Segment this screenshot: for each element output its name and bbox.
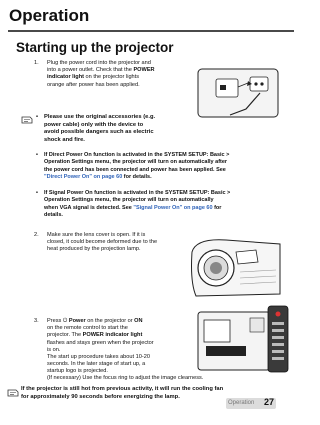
direct-power-on-link[interactable]: "Direct Power On" on page 60 [44, 174, 123, 181]
bullet-2-marker: • [36, 190, 38, 196]
footer-section: Operation [228, 400, 255, 406]
bullet-1-text: If Direct Power On function is activated in the SYSTEM SETUP: Basic > Operation Settings menu, the projector will turn on automatically after the power cord has been connected and power has been applied. See "Direct Power On" on page 60 for details. [44, 152, 230, 181]
lens-cover-illustration [186, 232, 286, 302]
power-icon: ⏻ [62, 318, 68, 324]
signal-power-on-link[interactable]: "Signal Power On" on page 60 [133, 204, 213, 211]
note-1-bullet: • [36, 114, 39, 120]
step-3-line-1: Press ⏻ Power on the projector or ON [47, 318, 143, 324]
power-cord-illustration [190, 63, 284, 121]
step-3-focus-note: (If necessary) Use the focus ring to adjust the image clearness. [47, 375, 204, 381]
step-1-line-1: Plug the power cord into the projector and [47, 60, 151, 66]
step-1-line-2: into a power outlet. Check that the POWER [47, 67, 155, 74]
step-2-text: Make sure the lens cover is open. If it is closed, it could become deformed due to the heat produced by the projection lamp. [47, 232, 158, 253]
step-1-text [47, 60, 187, 89]
note-2-text: If the projector is still hot from previous activity, it will run the cooling fan for approximately 90 seconds before energizing the lamp. [21, 386, 224, 400]
step-1-line-3: indicator light on the projector lights [47, 74, 140, 81]
bullet-1-marker: • [36, 152, 38, 158]
note-icon-2 [7, 388, 19, 397]
step-1-line-4: orange after power has been applied. [47, 81, 140, 88]
note-icon [21, 115, 33, 124]
bullet-2-text: If Signal Power On function is activated in the SYSTEM SETUP: Basic > Operation Settings menu, the projector will turn on automatically when VGA signal is detected. See "Signal Power On" on page 60 for details. [44, 190, 231, 219]
step-1-number: 1. [34, 60, 39, 66]
step-3-text: Press ⏻ Power on the projector or ON on the remote control to start the projector. The POWER indicator light flashes and stays green when the projector is on. The start up procedure takes about 10-20 seconds. In the later stage of start up, a startup logo is projected. [47, 318, 197, 376]
page-title: Operation [9, 6, 90, 25]
step-3-number: 3. [34, 318, 39, 324]
page-number: 27 [264, 397, 275, 407]
step-2-number: 2. [34, 232, 39, 238]
note-1-text: Please use the original accessories (e.g. power cable) only with the device to avoid possible dangers such as electric shock and fire. [44, 114, 156, 143]
title-rule [8, 30, 294, 32]
section-title: Starting up the projector [16, 40, 174, 55]
power-button-illustration [194, 304, 292, 374]
